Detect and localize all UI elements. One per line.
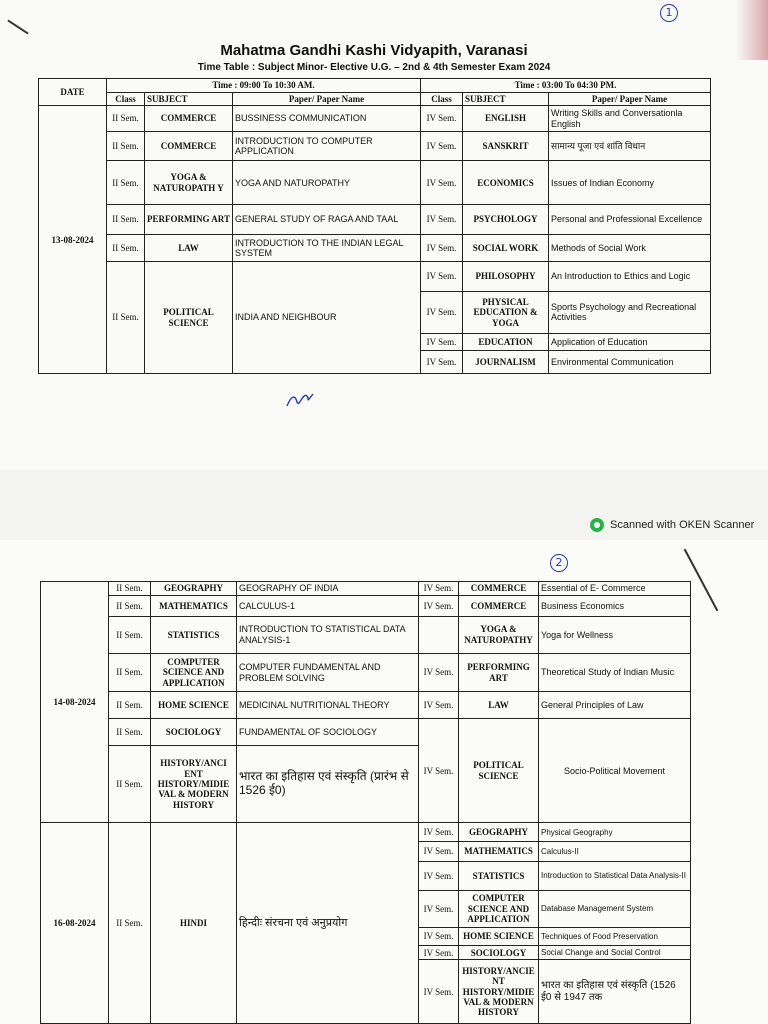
subject-cell: HOME SCIENCE <box>459 927 539 945</box>
class-cell: IV Sem. <box>421 131 463 161</box>
subject-cell: STATISTICS <box>151 616 237 653</box>
paper-header: Paper/ Paper Name <box>549 92 711 106</box>
paper-cell: Application of Education <box>549 333 711 350</box>
exam-date: 14-08-2024 <box>41 582 109 823</box>
subject-cell: PERFORMING ART <box>145 205 233 235</box>
subject-cell: COMMERCE <box>145 131 233 161</box>
class-cell: II Sem. <box>107 106 145 131</box>
subject-cell: COMMERCE <box>459 596 539 616</box>
paper-cell: भारत का इतिहास एवं संस्कृति (1526 ई0 से 1947 तक <box>539 960 691 1024</box>
class-cell: IV Sem. <box>421 291 463 333</box>
morning-time-header: Time : 09:00 To 10:30 AM. <box>107 79 421 93</box>
document-title: Mahatma Gandhi Kashi Vidyapith, Varanasi <box>220 42 528 59</box>
class-cell: IV Sem. <box>419 841 459 861</box>
class-cell: II Sem. <box>107 161 145 205</box>
subject-cell: PERFORMING ART <box>459 653 539 692</box>
paper-cell: Socio-Political Movement <box>539 719 691 823</box>
class-cell: II Sem. <box>109 653 151 692</box>
subject-cell: PSYCHOLOGY <box>463 205 549 235</box>
paper-cell: FUNDAMENTAL OF SOCIOLOGY <box>237 719 419 746</box>
paper-cell: हिन्दीः संरचना एवं अनुप्रयोग <box>237 823 419 1024</box>
scanner-watermark <box>590 518 754 532</box>
subject-cell: STATISTICS <box>459 862 539 891</box>
paper-cell: Yoga for Wellness <box>539 616 691 653</box>
paper-cell: An Introduction to Ethics and Logic <box>549 262 711 292</box>
class-cell: IV Sem. <box>421 234 463 261</box>
subject-cell: MATHEMATICS <box>459 841 539 861</box>
subject-cell: GEOGRAPHY <box>151 582 237 596</box>
class-cell: IV Sem. <box>419 890 459 927</box>
page-number-badge: 2 <box>550 554 568 572</box>
class-cell: II Sem. <box>109 582 151 596</box>
subject-cell: SOCIAL WORK <box>463 234 549 261</box>
paper-cell: MEDICINAL NUTRITIONAL THEORY <box>237 692 419 719</box>
paper-cell: Writing Skills and Conversationla English <box>549 106 711 131</box>
paper-cell: Sports Psychology and Recreational Activities <box>549 291 711 333</box>
paper-cell: सामान्य पूजा एवं शांति विधान <box>549 131 711 161</box>
subject-cell: EDUCATION <box>463 333 549 350</box>
subject-cell: COMPUTER SCIENCE AND APPLICATION <box>151 653 237 692</box>
subject-cell: GEOGRAPHY <box>459 823 539 841</box>
class-cell: IV Sem. <box>421 350 463 373</box>
subject-cell: LAW <box>145 234 233 261</box>
class-header: Class <box>421 92 463 106</box>
paper-cell: Calculus-II <box>539 841 691 861</box>
class-cell: II Sem. <box>107 131 145 161</box>
class-cell: IV Sem. <box>419 927 459 945</box>
class-cell: IV Sem. <box>421 106 463 131</box>
signature-mark <box>285 388 315 410</box>
subject-cell: PHILOSOPHY <box>463 262 549 292</box>
paper-cell: CALCULUS-1 <box>237 596 419 616</box>
subject-cell: HISTORY/ANCI ENT HISTORY/MIDIE VAL & MODERN HISTORY <box>151 745 237 823</box>
scanned-page-1 <box>0 0 768 470</box>
page-edge-shadow <box>736 0 768 60</box>
paper-cell: INTRODUCTION TO COMPUTER APPLICATION <box>233 131 421 161</box>
paper-cell: Database Management System <box>539 890 691 927</box>
subject-cell: JOURNALISM <box>463 350 549 373</box>
class-cell: II Sem. <box>109 745 151 823</box>
class-cell: IV Sem. <box>419 596 459 616</box>
paper-cell: YOGA AND NATUROPATHY <box>233 161 421 205</box>
paper-cell: INTRODUCTION TO STATISTICAL DATA ANALYSIS-1 <box>237 616 419 653</box>
subject-cell: HISTORY/ANCIE NT HISTORY/MIDIE VAL & MODERN HISTORY <box>459 960 539 1024</box>
pen-mark <box>7 20 28 35</box>
subject-cell: SOCIOLOGY <box>151 719 237 746</box>
subject-cell: LAW <box>459 692 539 719</box>
class-cell: IV Sem. <box>421 333 463 350</box>
paper-cell: Personal and Professional Excellence <box>549 205 711 235</box>
paper-cell: Issues of Indian Economy <box>549 161 711 205</box>
date-header: DATE <box>39 79 107 106</box>
subject-cell: MATHEMATICS <box>151 596 237 616</box>
paper-cell: GEOGRAPHY OF INDIA <box>237 582 419 596</box>
document-subtitle: Time Table : Subject Minor- Elective U.G. – 2nd & 4th Semester Exam 2024 <box>197 62 551 73</box>
timetable-page-1 <box>38 78 711 374</box>
class-cell: IV Sem. <box>419 653 459 692</box>
paper-cell: INTRODUCTION TO THE INDIAN LEGAL SYSTEM <box>233 234 421 261</box>
paper-cell: Environmental Communication <box>549 350 711 373</box>
paper-cell: GENERAL STUDY OF RAGA AND TAAL <box>233 205 421 235</box>
subject-cell: POLITICAL SCIENCE <box>459 719 539 823</box>
paper-cell: Techniques of Food Preservation <box>539 927 691 945</box>
class-cell: II Sem. <box>109 823 151 1024</box>
paper-cell: General Principles of Law <box>539 692 691 719</box>
subject-cell: COMMERCE <box>459 582 539 596</box>
paper-header: Paper/ Paper Name <box>233 92 421 106</box>
class-header: Class <box>107 92 145 106</box>
subject-cell: YOGA & NATUROPATH Y <box>145 161 233 205</box>
subject-cell: ECONOMICS <box>463 161 549 205</box>
subject-cell: COMPUTER SCIENCE AND APPLICATION <box>459 890 539 927</box>
oken-scanner-icon <box>590 518 604 532</box>
paper-cell: Essential of E- Commerce <box>539 582 691 596</box>
scanned-page-2 <box>0 540 768 1024</box>
timetable-page-2 <box>40 581 691 1024</box>
scanner-label: Scanned with OKEN Scanner <box>610 519 755 531</box>
class-cell: IV Sem. <box>419 960 459 1024</box>
subject-cell: COMMERCE <box>145 106 233 131</box>
paper-cell: Methods of Social Work <box>549 234 711 261</box>
subject-cell: SOCIOLOGY <box>459 946 539 960</box>
class-cell: II Sem. <box>109 719 151 746</box>
class-cell: IV Sem. <box>419 719 459 823</box>
class-cell: II Sem. <box>109 616 151 653</box>
paper-cell: Business Economics <box>539 596 691 616</box>
class-cell: IV Sem. <box>419 692 459 719</box>
subject-cell: YOGA & NATUROPATHY <box>459 616 539 653</box>
class-cell: II Sem. <box>107 205 145 235</box>
subject-header: SUBJECT <box>145 92 233 106</box>
paper-cell: Physical Geography <box>539 823 691 841</box>
subject-cell: SANSKRIT <box>463 131 549 161</box>
class-cell: II Sem. <box>109 692 151 719</box>
class-cell: IV Sem. <box>419 946 459 960</box>
class-cell: IV Sem. <box>419 582 459 596</box>
class-cell: IV Sem. <box>421 262 463 292</box>
subject-cell: PHYSICAL EDUCATION & YOGA <box>463 291 549 333</box>
exam-date: 16-08-2024 <box>41 823 109 1024</box>
class-cell: IV Sem. <box>419 862 459 891</box>
exam-date: 13-08-2024 <box>39 106 107 374</box>
class-cell: II Sem. <box>107 234 145 261</box>
subject-header: SUBJECT <box>463 92 549 106</box>
class-cell: II Sem. <box>109 596 151 616</box>
class-cell: II Sem. <box>107 262 145 374</box>
class-cell: IV Sem. <box>419 823 459 841</box>
subject-cell: ENGLISH <box>463 106 549 131</box>
class-cell: IV Sem. <box>421 205 463 235</box>
paper-cell: COMPUTER FUNDAMENTAL AND PROBLEM SOLVING <box>237 653 419 692</box>
subject-cell: HINDI <box>151 823 237 1024</box>
page-number-badge: 1 <box>660 4 678 22</box>
subject-cell: HOME SCIENCE <box>151 692 237 719</box>
paper-cell: INDIA AND NEIGHBOUR <box>233 262 421 374</box>
paper-cell: भारत का इतिहास एवं संस्कृति (प्रारंभ से 1526 ई0) <box>237 745 419 823</box>
paper-cell: Theoretical Study of Indian Music <box>539 653 691 692</box>
class-cell: IV Sem. <box>421 161 463 205</box>
evening-time-header: Time : 03:00 To 04:30 PM. <box>421 79 711 93</box>
class-cell <box>419 616 459 653</box>
paper-cell: Social Change and Social Control <box>539 946 691 960</box>
paper-cell: Introduction to Statistical Data Analysis-II <box>539 862 691 891</box>
paper-cell: BUSSINESS COMMUNICATION <box>233 106 421 131</box>
subject-cell: POLITICAL SCIENCE <box>145 262 233 374</box>
